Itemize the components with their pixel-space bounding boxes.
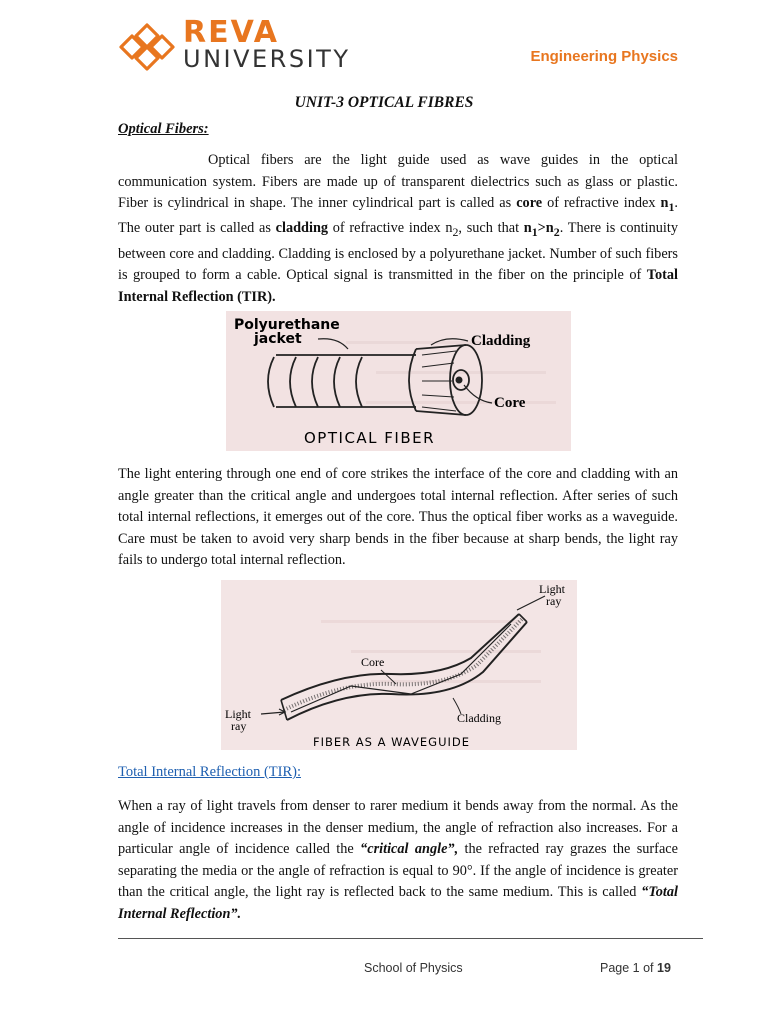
intro-paragraph: Optical fibers are the light guide used as wave guides in the optical communication system. Fibers are made up of transparent dielectrics such as glass or plastic. Fiber is cylindrical in shape. The inner cylindrical part is called as core of refractive index $n_1$. The outer part is called as cladding of refractive index $n_2$, such that $n_1>n_2$. There is continuity between core and cladding. Cladding is enclosed by a polyurethane jacket. Number of such fibers is grouped to form a cable. Optical signal is transmitted in the fiber on the principle of Total Internal Reflection (TIR). [118,152,678,305]
tir-paragraph: When a ray of light travels from denser to rarer medium it bends away from the normal. As the angle of incidence increases in the denser medium, the angle of refraction also increases. For a particular angle of incidence called the “critical angle”, the refracted ray grazes the surface separating the media or the angle of refraction is equal to 90°. If the angle of incidence is greater than the critical angle, the light ray is reflected back to the same medium. This is called “Total Internal Reflection”. [118,798,678,922]
label-light-in-2: ray [231,719,247,733]
fiber-waveguide-figure [221,580,577,750]
university-name: REVA [183,15,279,50]
label-cladding: Cladding [471,333,531,349]
footer-divider [118,938,703,939]
label-jacket-2: jacket [254,331,302,347]
university-subtitle: UNIVERSITY [183,45,351,73]
label-light-in-1: Light [225,707,251,721]
footer-school: School of Physics [364,961,463,975]
figure1-caption: OPTICAL FIBER [304,429,436,447]
label-jacket-1: Polyurethane [234,317,340,333]
optical-fiber-figure [226,311,571,451]
unit-title: UNIT-3 OPTICAL FIBRES [294,94,474,111]
label-light-out-2: ray [546,594,562,608]
figure2-caption: FIBER AS A WAVEGUIDE [313,735,471,749]
label-core: Core [361,655,385,669]
label-light-out-1: Light [539,582,565,596]
tir-heading[interactable]: Total Internal Reflection (TIR): [118,764,301,780]
label-cladding: Cladding [457,711,501,725]
subject-title: Engineering Physics [530,48,678,65]
label-core: Core [494,395,526,411]
reva-knot-logo-icon [118,22,176,72]
footer-page-number: Page 1 of 19 [600,961,671,975]
section-heading: Optical Fibers: [118,121,209,137]
page-header [0,0,768,90]
waveguide-paragraph: The light entering through one end of core strikes the interface of the core and cladding with an angle greater than the critical angle and undergoes total internal reflection. After series of such total internal reflections, it emerges out of the core. Thus the optical fiber works as a waveguide. Care must be taken to avoid very sharp bends in the fiber because at sharp bends, the light ray fails to undergo total internal reflection. [118,466,678,568]
